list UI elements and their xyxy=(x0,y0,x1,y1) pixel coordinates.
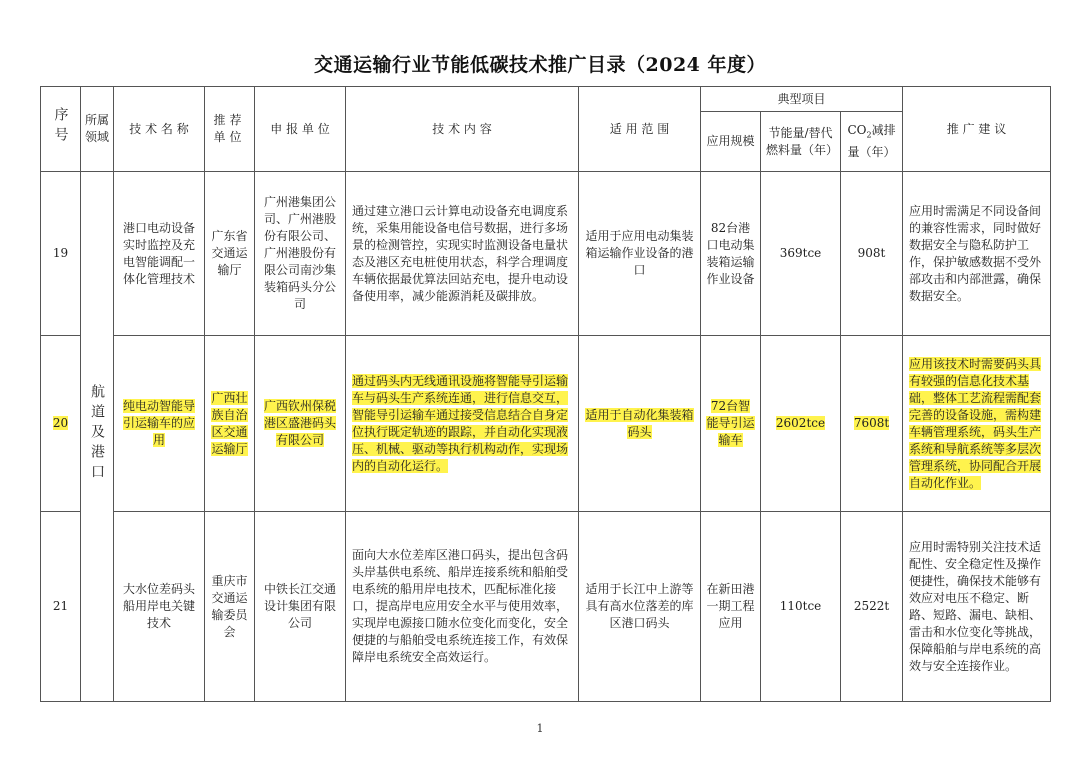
row-seq: 20 xyxy=(41,336,81,512)
document-title: 交通运输行业节能低碳技术推广目录（2024 年度） xyxy=(314,54,766,76)
row-scope: 适用于长江中上游等具有高水位落差的库区港口码头 xyxy=(579,512,701,702)
header-advice: 推 广 建 议 xyxy=(903,87,1051,172)
table-row xyxy=(41,512,1051,702)
header-seq: 序号 xyxy=(41,87,81,172)
row-recommender: 重庆市交通运输委员会 xyxy=(205,512,255,702)
row-tech-name: 港口电动设备实时监控及充电智能调配一体化管理技术 xyxy=(114,172,205,336)
row-scope: 适用于应用电动集装箱运输作业设备的港口 xyxy=(579,172,701,336)
row-tech-name: 纯电动智能导引运输车的应用 xyxy=(114,336,205,512)
header-co2: $CO_2$减排量（年） xyxy=(841,112,903,172)
header-recommender: 推荐单位 xyxy=(205,87,255,172)
table-row xyxy=(41,336,1051,512)
row-co2: 7608t xyxy=(841,336,903,512)
header-typical-project: 典型项目 xyxy=(701,87,903,112)
catalog-table xyxy=(40,86,1051,702)
row-scale: 72台智能导引运输车 xyxy=(701,336,761,512)
header-scale: 应用规模 xyxy=(701,112,761,172)
row-energy: 110tce xyxy=(761,512,841,702)
row-recommender: 广西壮族自治区交通运输厅 xyxy=(205,336,255,512)
row-content: 通过码头内无线通讯设施将智能导引运输车与码头生产系统连通，进行信息交互，智能导引运输车通过接受信息结合自身定位执行既定轨迹的跟踪，并自动化实现液压、机械、驱动等执行机构动作，实现场内的自动化运行。 xyxy=(346,336,579,512)
header-field: 所属领域 xyxy=(81,87,114,172)
row-advice: 应用该技术时需要码头具有较强的信息化技术基础，整体工艺流程需配套完善的设备设施，需构建车辆管理系统，码头生产系统和导航系统等多层次管理系统，协同配合开展自动化作业。 xyxy=(903,336,1051,512)
row-applicant: 广西钦州保税港区盛港码头有限公司 xyxy=(255,336,346,512)
row-advice: 应用时需特别关注技术适配性、安全稳定性及操作便捷性，确保技术能够有效应对电压不稳定、断路、短路、漏电、缺相、雷击和水位变化等挑战，保障船舶与岸电系统的高效与安全连接作业。 xyxy=(903,512,1051,702)
row-scale: 82台港口电动集装箱运输作业设备 xyxy=(701,172,761,336)
row-seq: 19 xyxy=(41,172,81,336)
row-advice: 应用时需满足不同设备间的兼容性需求，同时做好数据安全与隐私防护工作，保护敏感数据不受外部攻击和内部泄露，确保数据安全。 xyxy=(903,172,1051,336)
row-content: 通过建立港口云计算电动设备充电调度系统，采集用能设备电信号数据，进行多场景的检测管控，实现实时监测设备电量状态及港区充电桩使用状态，科学合理调度车辆依据最优算法回站充电，提升电动设备使用率，减少能源消耗及碳排放。 xyxy=(346,172,579,336)
header-energy: 节能量/替代燃料量（年） xyxy=(761,112,841,172)
header-applicant: 申 报 单 位 xyxy=(255,87,346,172)
row-applicant: 广州港集团公司、广州港股份有限公司、广州港股份有限公司南沙集装箱码头分公司 xyxy=(255,172,346,336)
row-scale: 在新田港一期工程应用 xyxy=(701,512,761,702)
row-co2: 908t xyxy=(841,172,903,336)
header-content: 技 术 内 容 xyxy=(346,87,579,172)
header-tech-name: 技 术 名 称 xyxy=(114,87,205,172)
row-tech-name: 大水位差码头船用岸电关键技术 xyxy=(114,512,205,702)
header-scope: 适 用 范 围 xyxy=(579,87,701,172)
row-scope: 适用于自动化集装箱码头 xyxy=(579,336,701,512)
row-content: 面向大水位差库区港口码头，提出包含码头岸基供电系统、船岸连接系统和船舶受电系统的船用岸电技术，匹配标准化接口，提高岸电应用安全水平与使用效率，实现岸电源接口随水位变化而变化，安全便捷的与船舶受电系统连接工作，有效保障岸电系统安全高效运行。 xyxy=(346,512,579,702)
row-seq: 21 xyxy=(41,512,81,702)
row-co2: 2522t xyxy=(841,512,903,702)
page-number: 1 xyxy=(536,722,544,735)
row-energy: 369tce xyxy=(761,172,841,336)
row-energy: 2602tce xyxy=(761,336,841,512)
field-cell: 航道及港口 xyxy=(81,172,114,702)
row-recommender: 广东省交通运输厅 xyxy=(205,172,255,336)
row-applicant: 中铁长江交通设计集团有限公司 xyxy=(255,512,346,702)
table-row xyxy=(41,172,1051,336)
